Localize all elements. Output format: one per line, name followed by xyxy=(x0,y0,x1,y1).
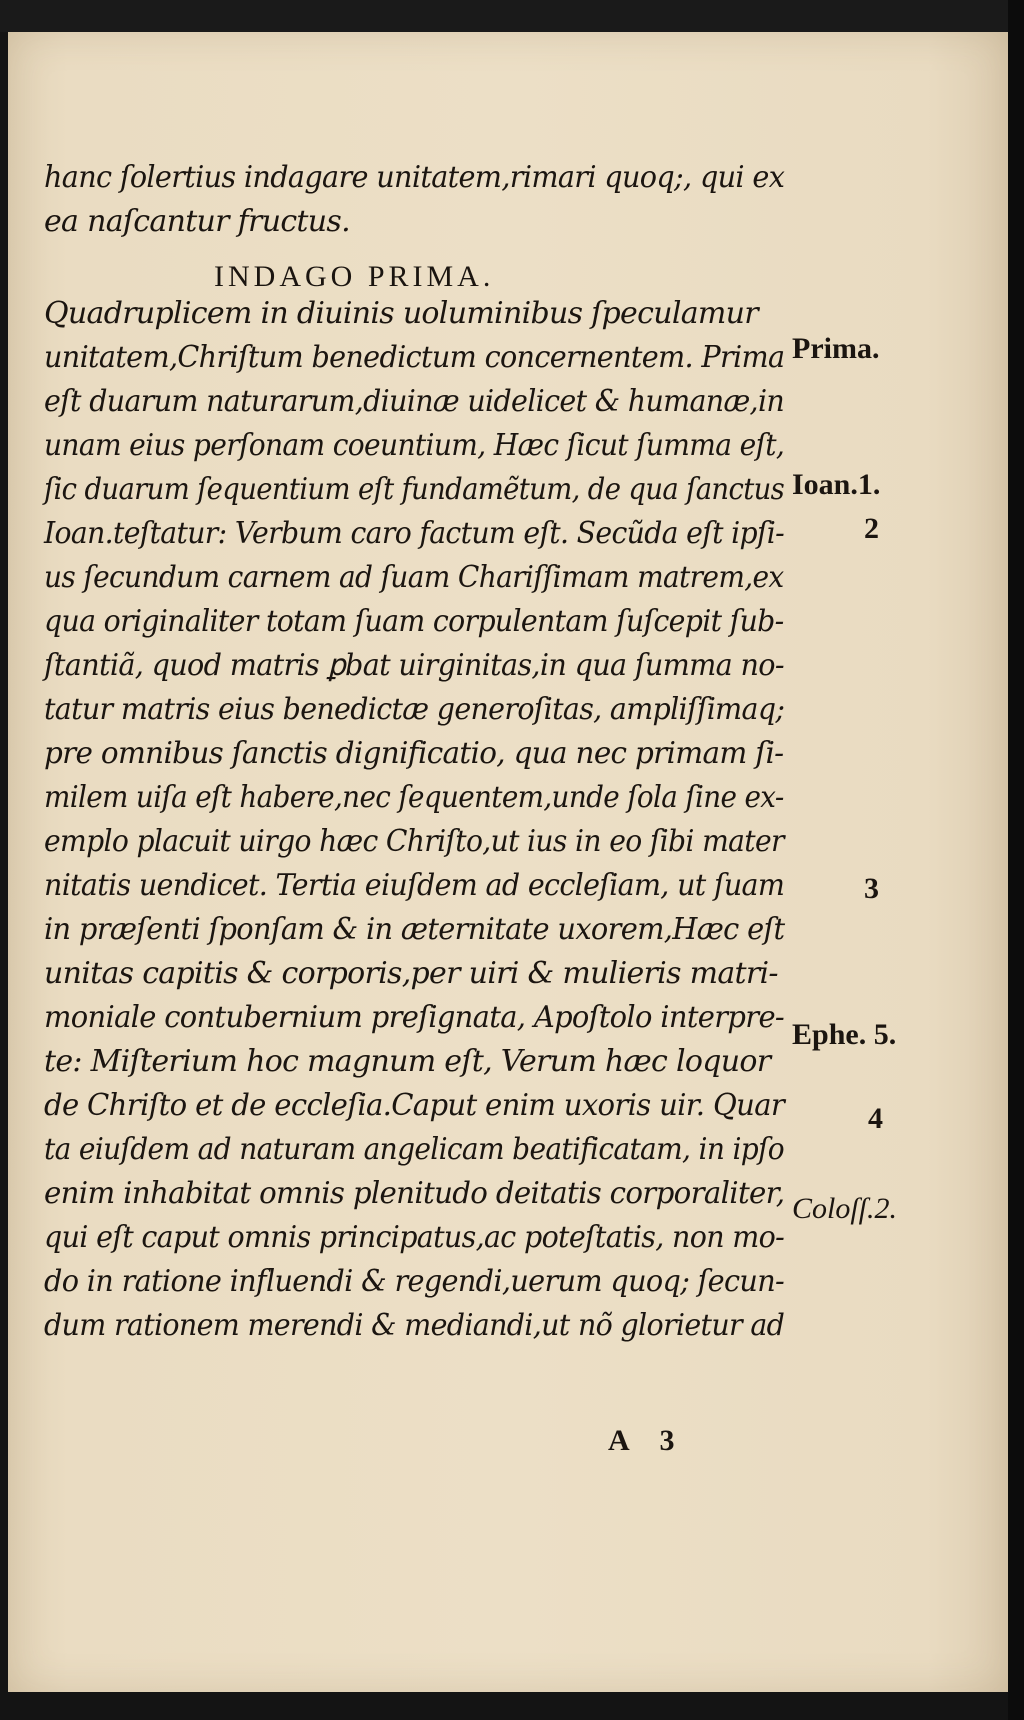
text-line: te: Miſterium hoc magnum eſt, Verum hæc loquor xyxy=(44,1044,771,1079)
text-line: ſic duarum ſequentium eſt fundamẽtum, de qua ſanctus xyxy=(44,472,785,507)
text-line: ta eiuſdem ad naturam angelicam beatificatam, in ipſo xyxy=(44,1132,785,1167)
text-line: dum rationem merendi & mediandi,ut nõ glorietur ad xyxy=(44,1308,785,1343)
text-line: de Chriſto et de eccleſia.Caput enim uxoris uir. Quar xyxy=(44,1088,785,1123)
text-line: qui eſt caput omnis principatus,ac poteſtatis, non mo- xyxy=(44,1220,785,1255)
text-line: milem uiſa eſt habere,nec ſequentem,unde ſola ſine ex- xyxy=(44,780,784,815)
text-line: us ſecundum carnem ad ſuam Chariſſimam matrem,ex xyxy=(44,560,784,595)
signature-mark: A 3 xyxy=(608,1424,687,1457)
text-line: hanc ſolertius indagare unitatem,rimari quoq;, qui ex xyxy=(44,160,785,195)
text-line: unam eius perſonam coeuntium, Hæc ſicut ſumma eſt, xyxy=(44,428,785,463)
text-line: ſtantiã, quod matris ꝑbat uirginitas,in qua ſumma no- xyxy=(44,648,784,683)
margin-note-ioan: Ioan.1. xyxy=(792,468,881,501)
text-line: Ioan.teſtatur: Verbum caro factum eſt. Secũda eſt ipſi- xyxy=(44,516,785,551)
margin-note-coloss: Coloſſ.2. xyxy=(792,1192,898,1225)
text-line: moniale contubernium preſignata, Apoſtolo interpre- xyxy=(44,1000,785,1035)
margin-number-2: 2 xyxy=(864,512,879,545)
margin-note-prima: Prima. xyxy=(792,332,880,365)
section-heading: INDAGO PRIMA. xyxy=(214,260,495,293)
book-page xyxy=(8,32,1008,1692)
text-line: tatur matris eius benedictæ generoſitas, ampliſſimaq; xyxy=(44,692,785,727)
text-line: emplo placuit uirgo hæc Chriſto,ut ius in eo ſibi mater xyxy=(44,824,784,859)
text-line: qua originaliter totam ſuam corpulentam ſuſcepit ſub- xyxy=(44,604,784,639)
margin-note-ephe: Ephe. 5. xyxy=(792,1018,897,1051)
text-line: ea naſcantur fructus. xyxy=(44,204,350,239)
text-line: Quadruplicem in diuinis uoluminibus ſpeculamur xyxy=(44,296,758,331)
text-line: in præſenti ſponſam & in æternitate uxorem,Hæc eſt xyxy=(44,912,785,947)
margin-number-3: 3 xyxy=(864,872,879,905)
scan-right-border xyxy=(1008,0,1024,1720)
text-line: eſt duarum naturarum,diuinæ uidelicet & humanæ,in xyxy=(44,384,785,419)
text-line: nitatis uendicet. Tertia eiuſdem ad eccleſiam, ut ſuam xyxy=(44,868,785,903)
text-line: unitatem,Chriſtum benedictum concernentem. Prima xyxy=(44,340,785,375)
text-line: unitas capitis & corporis,per uiri & mulieris matri- xyxy=(44,956,778,991)
text-line: enim inhabitat omnis plenitudo deitatis corporaliter, xyxy=(44,1176,785,1211)
text-line: pre omnibus ſanctis dignificatio, qua nec primam ſi- xyxy=(44,736,784,771)
margin-number-4: 4 xyxy=(868,1102,883,1135)
text-line: do in ratione influendi & regendi,uerum quoq; ſecun- xyxy=(44,1264,785,1299)
scan-top-border xyxy=(0,0,1024,32)
